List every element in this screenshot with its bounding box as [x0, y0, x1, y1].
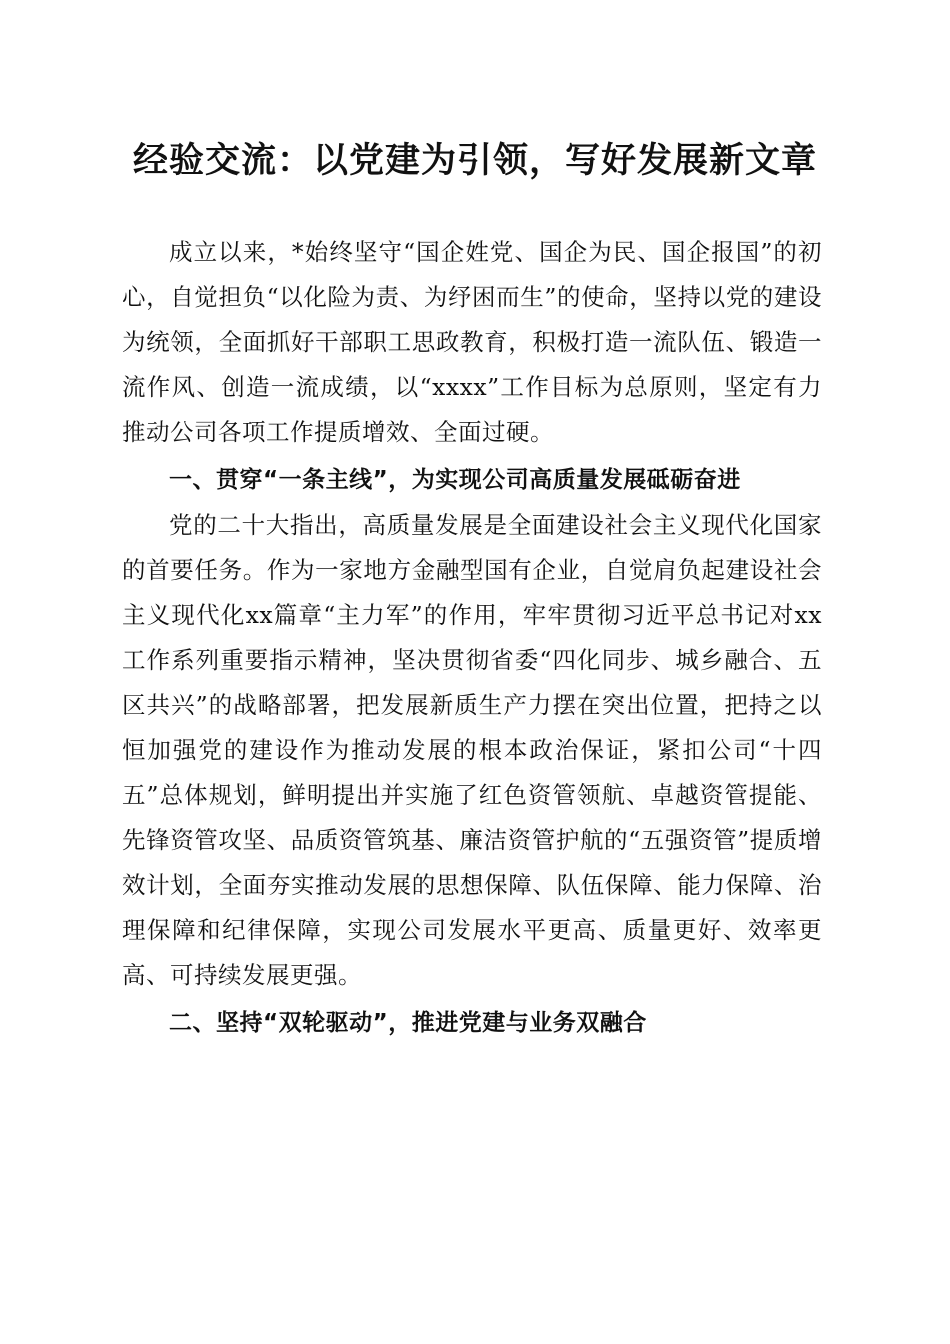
intro-paragraph: 成立以来，*始终坚守“国企姓党、国企为民、国企报国”的初心，自觉担负“以化险为责、为纾困而生”的使命，坚持以党的建设为统领，全面抓好干部职工思政教育，积极打造一流队伍、锻造一流作风、创造一流成绩，以“xxxx”工作目标为总原则，坚定有力推动公司各项工作提质增效、全面过硬。	[122, 238, 822, 446]
section-1-heading: 一、贯穿“一条主线”，为实现公司高质量发展砥砺奋进	[169, 467, 741, 493]
section-2-heading: 二、坚持“双轮驱动”，推进党建与业务双融合	[169, 1010, 647, 1036]
document-title: 经验交流：以党建为引领，写好发展新文章	[132, 140, 817, 181]
section-1-paragraph: 党的二十大指出，高质量发展是全面建设社会主义现代化国家的首要任务。作为一家地方金融型国有企业，自觉肩负起建设社会主义现代化xx篇章“主力军”的作用，牢牢贯彻习近平总书记对xx工作系列重要指示精神，坚决贯彻省委“四化同步、城乡融合、五区共兴”的战略部署，把发展新质生产力摆在突出位置，把持之以恒加强党的建设作为推动发展的根本政治保证，紧扣公司“十四五”总体规划，鲜明提出并实施了红色资管领航、卓越资管提能、先锋资管攻坚、品质资管筑基、廉洁资管护航的“五强资管”提质增效计划，全面夯实推动发展的思想保障、队伍保障、能力保障、治理保障和纪律保障，实现公司发展水平更高、质量更好、效率更高、可持续发展更强。	[122, 511, 822, 989]
document-body	[122, 230, 822, 1046]
